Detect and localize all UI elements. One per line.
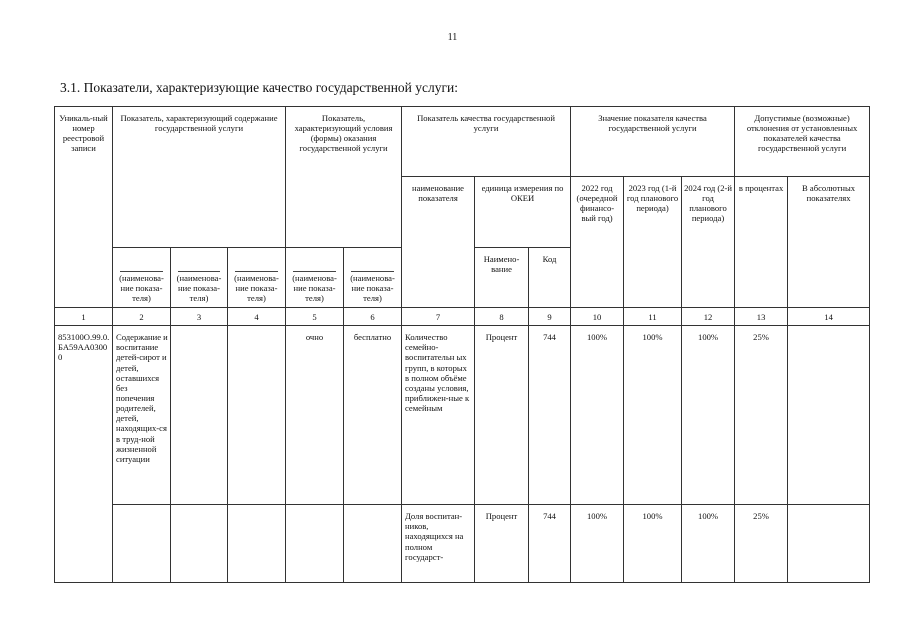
header-sub-label-5: (наименова-ние показа-теля)	[344, 248, 402, 308]
header-unique-number: Уникаль-ный номер реестровой записи	[55, 107, 113, 308]
header-year-2024: 2024 год (2-й год планового периода)	[682, 177, 735, 308]
header-okei-unit: единица измерения по ОКЕИ	[475, 177, 571, 248]
registry-number: 853100О.99.0.БА59АА03000	[55, 326, 113, 583]
column-number: 13	[735, 308, 788, 326]
column-number: 7	[402, 308, 475, 326]
value-2024: 100%	[682, 326, 735, 505]
quality-indicators-table	[54, 106, 870, 583]
header-deviations: Допустимые (возможные) отклонения от установленных показателей качества государственной услуги	[735, 107, 870, 177]
value-2022: 100%	[571, 505, 624, 583]
form-value: очно	[286, 326, 344, 505]
unit-name: Процент	[475, 326, 529, 505]
deviation-percent: 25%	[735, 505, 788, 583]
header-sub-label-3: (наименова-ние показа-теля)	[228, 248, 286, 308]
header-sub-label-2: (наименова-ние показа-теля)	[171, 248, 228, 308]
empty-cell	[228, 505, 286, 583]
empty-cell	[788, 505, 870, 583]
deviation-percent: 25%	[735, 326, 788, 505]
table-row	[55, 326, 870, 505]
header-quality-value: Значение показателя качества государственной услуги	[571, 107, 735, 177]
column-number: 5	[286, 308, 344, 326]
header-year-2023: 2023 год (1-й год планового периода)	[624, 177, 682, 308]
section-heading: 3.1. Показатели, характеризующие качество государственной услуги:	[60, 80, 459, 95]
header-okei-code: Код	[529, 248, 571, 308]
value-2024: 100%	[682, 505, 735, 583]
content-indicator-value: Содержание и воспитание детей-сирот и детей, оставшихся без попечения родителей, детей, находящих-ся в труд-ной жизненной ситуации	[113, 326, 171, 505]
page-number: 11	[447, 32, 458, 43]
value-2022: 100%	[571, 326, 624, 505]
empty-cell	[344, 505, 402, 583]
header-year-2022: 2022 год (очередной финансо-вый год)	[571, 177, 624, 308]
empty-cell	[171, 505, 228, 583]
header-quality-indicator: Показатель качества государственной услуги	[402, 107, 571, 177]
header-indicator-name: наименование показателя	[402, 177, 475, 308]
header-conditions-indicator: Показатель, характеризующий условия (формы) оказания государственной услуги	[286, 107, 402, 248]
empty-cell	[171, 326, 228, 505]
payment-value: бесплатно	[344, 326, 402, 505]
header-okei-name: Наимено-вание	[475, 248, 529, 308]
column-number: 12	[682, 308, 735, 326]
column-number: 3	[171, 308, 228, 326]
column-number: 4	[228, 308, 286, 326]
header-in-percent: в процентах	[735, 177, 788, 308]
header-row-1	[55, 107, 870, 177]
table-row	[55, 505, 870, 583]
header-sub-label-1: (наименова-ние показа-теля)	[113, 248, 171, 308]
column-number: 2	[113, 308, 171, 326]
header-content-indicator: Показатель, характеризующий содержание государственной услуги	[113, 107, 286, 248]
column-number: 10	[571, 308, 624, 326]
column-numbers-row	[55, 308, 870, 326]
empty-cell	[286, 505, 344, 583]
value-2023: 100%	[624, 505, 682, 583]
value-2023: 100%	[624, 326, 682, 505]
unit-code: 744	[529, 505, 571, 583]
column-number: 9	[529, 308, 571, 326]
empty-cell	[113, 505, 171, 583]
header-in-absolute: В абсолютных показателях	[788, 177, 870, 308]
quality-indicator-name: Доля воспитан-ников, находящихся на полном государст-	[402, 505, 475, 583]
column-number: 1	[55, 308, 113, 326]
column-number: 8	[475, 308, 529, 326]
column-number: 6	[344, 308, 402, 326]
unit-name: Процент	[475, 505, 529, 583]
column-number: 11	[624, 308, 682, 326]
column-number: 14	[788, 308, 870, 326]
empty-cell	[228, 326, 286, 505]
unit-code: 744	[529, 326, 571, 505]
empty-cell	[788, 326, 870, 505]
quality-indicator-name: Количество семейно-воспитательн ых групп, в которых в полном объёме созданы условия, приближен-ные к семейным	[402, 326, 475, 505]
header-sub-label-4: (наименова-ние показа-теля)	[286, 248, 344, 308]
